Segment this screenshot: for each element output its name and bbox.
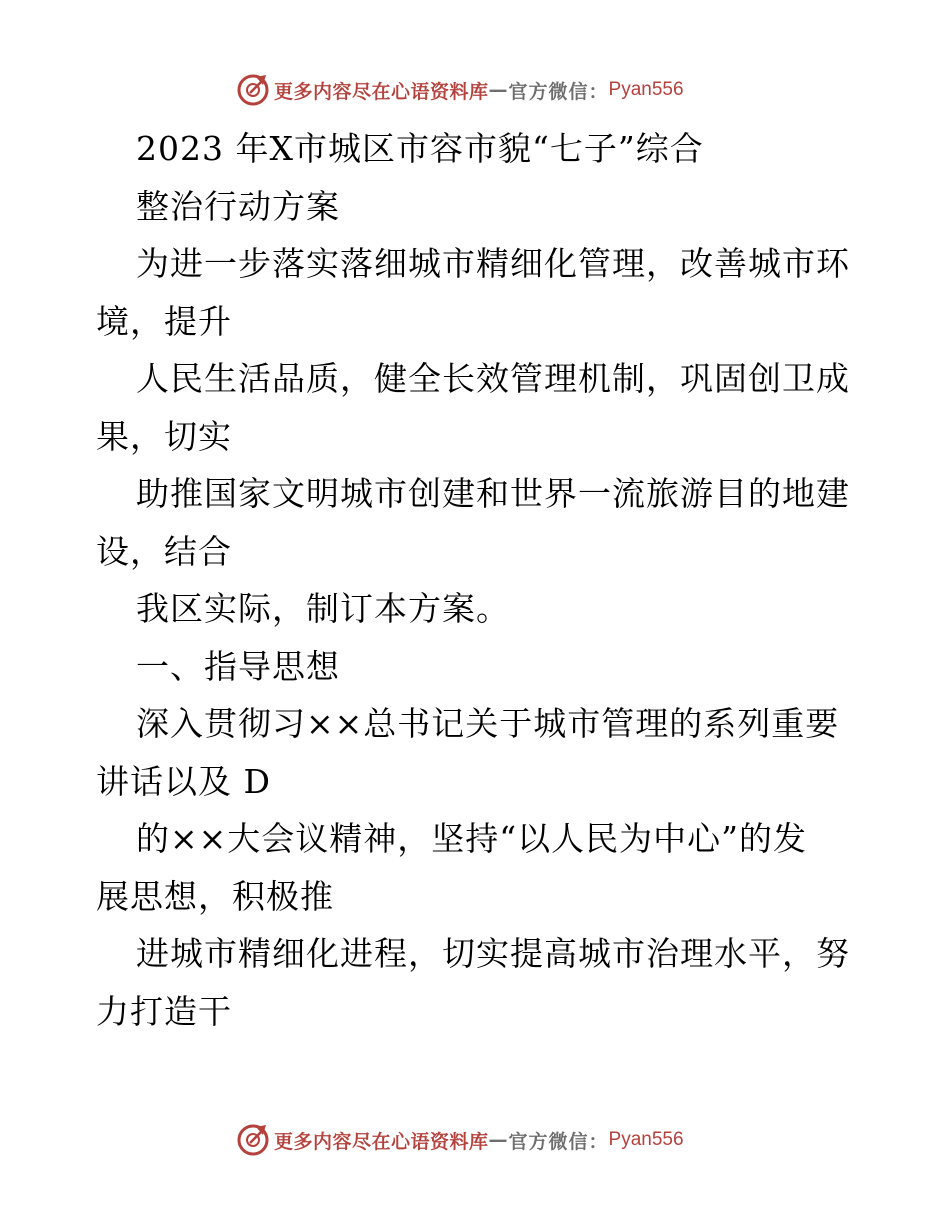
text-line: 的××大会议精神，坚持“以人民为中心”的发 xyxy=(136,819,808,858)
text-line: 设，结合 xyxy=(96,531,232,571)
watermark-brand-text: 更多内容尽在心语资料库 xyxy=(274,80,489,103)
text-line: 深入贯彻习××总书记关于城市管理的系列重要 xyxy=(136,704,840,743)
text-line: 人民生活品质，健全长效管理机制，巩固创卫成 xyxy=(136,359,850,398)
text-line: 助推国家文明城市创建和世界一流旅游目的地建 xyxy=(136,474,850,513)
text-line: 展思想，积极推 xyxy=(96,876,334,916)
text-line: 整治行动方案 xyxy=(136,186,340,226)
text-line: 力打造干 xyxy=(96,991,232,1031)
text-line: 境，提升 xyxy=(96,301,232,341)
watermark-wechat-id: Pyan556 xyxy=(608,1129,684,1150)
text-line: 为进一步落实落细城市精细化管理，改善城市环 xyxy=(136,244,850,283)
text-line: 讲话以及 D xyxy=(96,761,271,801)
watermark-wechat-label: 官方微信： xyxy=(508,80,609,103)
text-line: 果，切实 xyxy=(96,416,232,456)
footer-watermark xyxy=(236,1123,684,1157)
pen-logo-icon xyxy=(236,1123,270,1157)
watermark-dash: — xyxy=(488,79,509,101)
watermark-brand-text: 更多内容尽在心语资料库 xyxy=(274,1130,489,1153)
header-watermark xyxy=(236,73,684,107)
text-line: 我区实际，制订本方案。 xyxy=(136,589,510,628)
text-line: 进城市精细化进程，切实提高城市治理水平，努 xyxy=(136,934,850,973)
watermark-wechat-id: Pyan556 xyxy=(608,79,684,100)
pen-logo-icon xyxy=(236,73,270,107)
watermark-dash: — xyxy=(488,1129,509,1151)
document-body xyxy=(96,120,856,1040)
watermark-wechat-label: 官方微信： xyxy=(508,1130,609,1153)
text-line: 一、指导思想 xyxy=(136,646,340,686)
text-line: 2023 年X市城区市容市貌“七子”综合 xyxy=(136,129,704,168)
